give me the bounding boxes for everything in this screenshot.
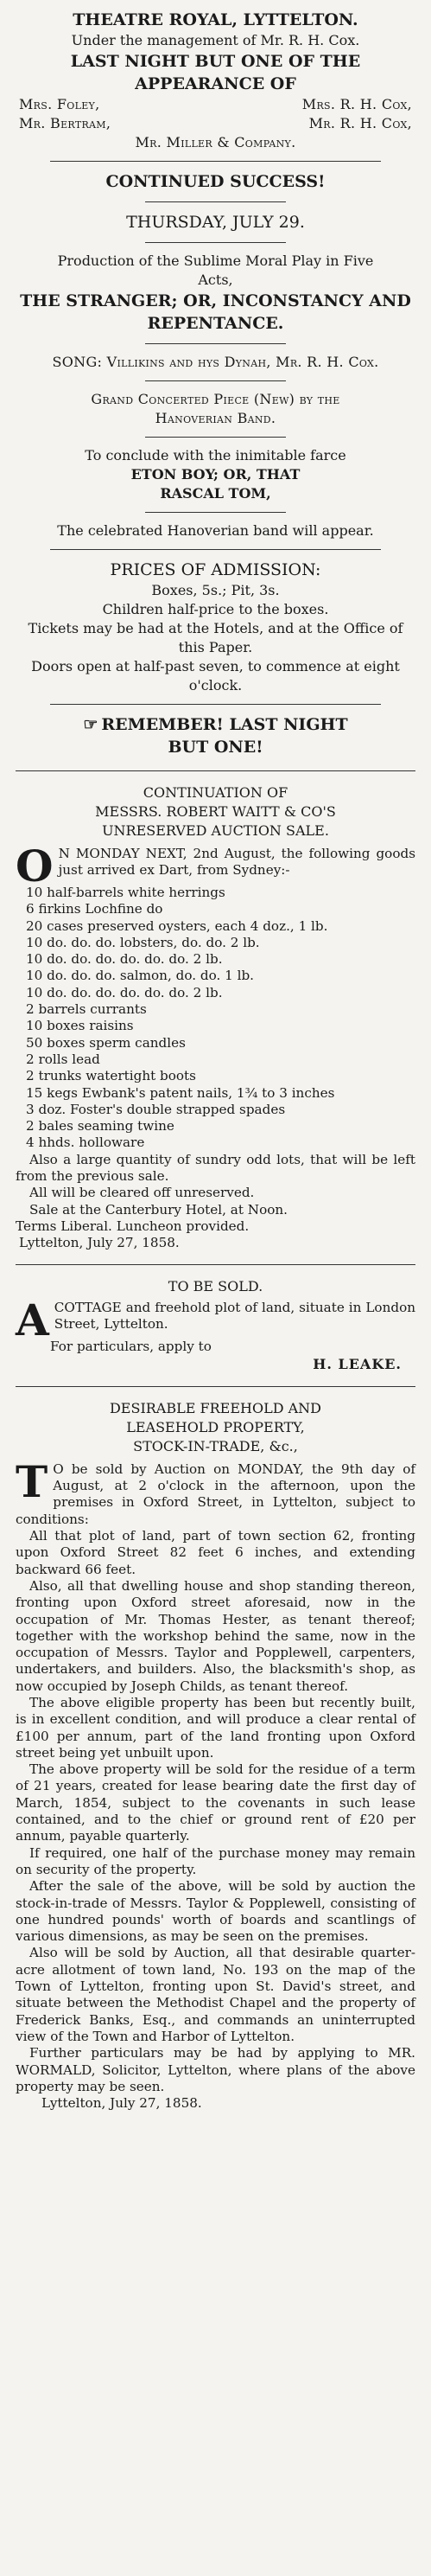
prices: Boxes, 5s.; Pit, 3s. bbox=[151, 582, 280, 598]
section-divider bbox=[16, 1264, 415, 1265]
property-paragraph: The above property will be sold for the residue of a term of 21 years, created for lease bearing date the first day of March, 1854, subject to the covenants in such lease contained, and to the chief or ground rent of £20 per annum, payable quarterly. bbox=[16, 1761, 415, 1844]
auction-head-1: CONTINUATION OF bbox=[143, 784, 288, 801]
auction-place: Sale at the Canterbury Hotel, at Noon. bbox=[29, 1201, 288, 1218]
remember-text: REMEMBER! LAST NIGHT BUT ONE! bbox=[101, 715, 348, 757]
cast-right: Mr. R. H. Cox, bbox=[308, 115, 412, 131]
divider bbox=[50, 704, 381, 705]
cottage-text-body: COTTAGE and freehold plot of land, situate in London Street, Lyttelton. bbox=[54, 1299, 415, 1332]
divider bbox=[145, 201, 286, 202]
cottage-head: TO BE SOLD. bbox=[168, 1277, 263, 1294]
auction-item: 15 kegs Ewbank's patent nails, 1¾ to 3 inches bbox=[26, 1084, 335, 1101]
auction-item: 4 hhds. holloware bbox=[26, 1135, 145, 1151]
property-paragraph bbox=[16, 1455, 415, 1528]
auction-item: 3 doz. Foster's double strapped spades bbox=[26, 1101, 286, 1117]
cast-left: Mr. Bertram, bbox=[19, 115, 111, 131]
property-paragraph: All that plot of land, part of town section 62, fronting upon Oxford Street 82 feet 6 inches, and extending backward 66 feet. bbox=[16, 1528, 415, 1577]
property-paragraph-text: O be sold by Auction on MONDAY, the 9th day of August, at 2 o'clock in the afternoon, upon the premises in Oxford Street, in Lyttelton, subject to conditions: bbox=[16, 1461, 415, 1527]
section-divider bbox=[16, 1386, 415, 1387]
continued-success: CONTINUED SUCCESS! bbox=[105, 172, 326, 191]
farce-title: ETON BOY; OR, THAT RASCAL TOM, bbox=[130, 466, 301, 502]
auction-intro-text: N MONDAY NEXT, 2nd August, the following goods just arrived ex Dart, from Sydney:- bbox=[58, 846, 415, 879]
property-head-3: STOCK-IN-TRADE, &c., bbox=[133, 1437, 298, 1454]
performance-date: THURSDAY, JULY 29. bbox=[126, 213, 305, 232]
auction-item: 2 rolls lead bbox=[26, 1051, 100, 1067]
divider bbox=[50, 161, 381, 162]
auction-head-3: UNRESERVED AUCTION SALE. bbox=[102, 822, 329, 839]
song-note: SONG: Villikins and hys Dynah, Mr. R. H. Cox. bbox=[52, 354, 379, 370]
property-paragraph: After the sale of the above, will be sold by auction the stock-in-trade of Messrs. Taylor & Popplewell, consisting of one hundred pounds' worth of boards and scantlings of various dimensions, as may be seen on the premises. bbox=[16, 1878, 415, 1945]
section-divider bbox=[16, 770, 415, 771]
theatre-advert bbox=[16, 9, 415, 758]
theatre-headline: LAST NIGHT BUT ONE OF THE APPEARANCE OF bbox=[70, 52, 361, 93]
pointing-hand-icon: ☞ bbox=[83, 715, 98, 734]
auction-intro bbox=[16, 841, 415, 892]
auction-item: 20 cases preserved oysters, each 4 doz., 1 lb. bbox=[26, 917, 328, 934]
divider bbox=[145, 343, 286, 344]
cottage-signer: H. LEAKE. bbox=[313, 1355, 402, 1372]
auction-advert bbox=[16, 783, 415, 1252]
cast-row bbox=[16, 114, 415, 133]
cast-company: Mr. Miller & Company. bbox=[135, 134, 296, 150]
divider bbox=[145, 380, 286, 381]
divider bbox=[145, 437, 286, 438]
theatre-title: THEATRE ROYAL, LYTTELTON. bbox=[73, 10, 358, 29]
doors-note: Doors open at half-past seven, to commence at eight o'clock. bbox=[31, 658, 400, 694]
divider bbox=[50, 549, 381, 550]
auction-item: 6 firkins Lochfine do bbox=[26, 901, 163, 917]
auction-item: 50 boxes sperm candles bbox=[26, 1034, 186, 1051]
band-note: The celebrated Hanoverian band will appear. bbox=[57, 522, 374, 539]
auction-item: 10 do. do. do. lobsters, do. do. 2 lb. bbox=[26, 934, 260, 950]
auction-terms: Terms Liberal. Luncheon provided. bbox=[16, 1218, 250, 1234]
production-note: Production of the Sublime Moral Play in Five Acts, bbox=[57, 252, 374, 288]
property-head-1: DESIRABLE FREEHOLD AND bbox=[109, 1399, 322, 1416]
auction-item: 10 do. do. do. do. do. do. 2 lb. bbox=[26, 984, 223, 1000]
divider bbox=[145, 242, 286, 243]
auction-item: 10 do. do. do. do. do. do. 2 lb. bbox=[26, 951, 223, 968]
cast-left: Mrs. Foley, bbox=[19, 96, 100, 112]
drop-cap: A bbox=[16, 1294, 49, 1346]
drop-cap: O bbox=[16, 841, 54, 892]
property-paragraph: The above eligible property has been but recently built, is in excellent condition, and will produce a clear rental of £100 per annum, part of the land fronting upon Oxford street being yet unbuilt upon. bbox=[16, 1694, 415, 1761]
auction-items bbox=[16, 885, 415, 1152]
auction-dateline: Lyttelton, July 27, 1858. bbox=[19, 1235, 180, 1251]
property-dateline: Lyttelton, July 27, 1858. bbox=[41, 2095, 202, 2112]
property-paragraph: Also will be sold by Auction, all that desirable quarter-acre allotment of town land, No. 193 on the map of the Town of Lyttelton, fronting upon St. David's street, and situate between the Methodist Chapel and the property of Frederick Banks, Esq., and commands an uninterrupted view of the Town and Harbor of Lyttelton. bbox=[16, 1945, 415, 2044]
property-head-2: LEASEHOLD PROPERTY, bbox=[126, 1418, 305, 1435]
property-paragraph: Also, all that dwelling house and shop standing thereon, fronting upon Oxford street aforesaid, now in the occupation of Mr. Thomas Hester, as tenant thereof; together with the workshop behind the same, now in the occupation of Messrs. Taylor and Popplewell, carpenters, undertakers, and builders. Also, the blacksmith's shop, as now occupied by Joseph Childs, as tenant thereof. bbox=[16, 1577, 415, 1694]
property-advert bbox=[16, 1399, 415, 2113]
property-paragraph: If required, one half of the purchase money may remain on security of the property. bbox=[16, 1844, 415, 1877]
children-note: Children half-price to the boxes. bbox=[102, 601, 329, 617]
remember-note bbox=[16, 713, 415, 758]
cast-row bbox=[16, 95, 415, 114]
theatre-management: Under the management of Mr. R. H. Cox. bbox=[71, 32, 360, 48]
play-title: THE STRANGER; OR, INCONSTANCY AND REPENTANCE. bbox=[20, 291, 411, 333]
drop-cap: T bbox=[16, 1455, 48, 1507]
auction-item: 10 do. do. do. salmon, do. do. 1 lb. bbox=[26, 968, 255, 984]
divider bbox=[145, 512, 286, 513]
auction-cleared: All will be cleared off unreserved. bbox=[29, 1185, 255, 1201]
auction-item: 10 boxes raisins bbox=[26, 1018, 134, 1034]
auction-also: Also a large quantity of sundry odd lots, that will be left from the previous sale. bbox=[16, 1151, 415, 1185]
prices-heading: PRICES OF ADMISSION: bbox=[110, 560, 321, 579]
auction-item: 10 half-barrels white herrings bbox=[26, 885, 225, 900]
property-paragraphs bbox=[16, 1455, 415, 2095]
property-paragraph: Further particulars may be had by applying to MR. WORMALD, Solicitor, Lyttelton, where plans of the above property may be seen. bbox=[16, 2045, 415, 2094]
cottage-advert bbox=[16, 1277, 415, 1374]
cottage-apply: For particulars, apply to bbox=[50, 1338, 212, 1354]
auction-item: 2 trunks watertight boots bbox=[26, 1068, 196, 1084]
concerted-piece: Grand Concerted Piece (New) by the Hanoverian Band. bbox=[91, 391, 340, 426]
auction-item: 2 barrels currants bbox=[26, 1001, 147, 1018]
conclude-note: To conclude with the inimitable farce bbox=[85, 447, 346, 463]
tickets-note: Tickets may be had at the Hotels, and at the Office of this Paper. bbox=[28, 620, 403, 655]
auction-item: 2 bales seaming twine bbox=[26, 1118, 174, 1135]
cast-right: Mrs. R. H. Cox, bbox=[301, 96, 412, 112]
auction-head-2: MESSRS. ROBERT WAITT & CO'S bbox=[95, 803, 336, 820]
